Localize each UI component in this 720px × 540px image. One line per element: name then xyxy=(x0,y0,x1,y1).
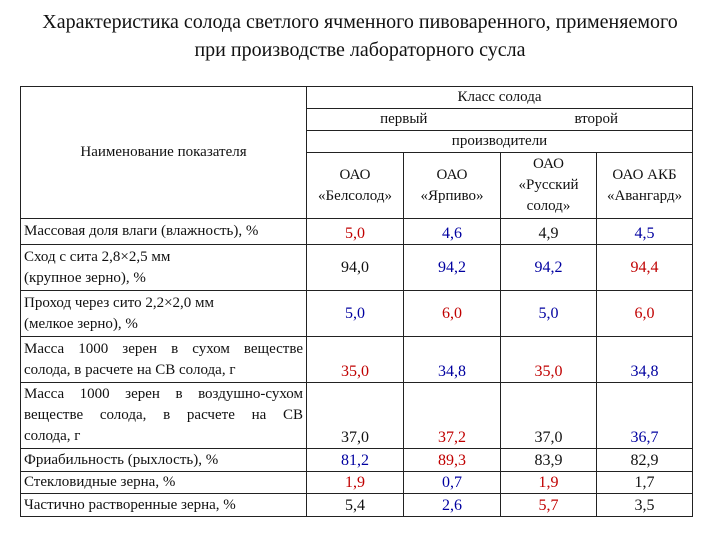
parameter-line: солода, в расчете на СВ солода, г xyxy=(24,361,236,378)
parameter-line: Стекловидные зерна, % xyxy=(24,474,176,490)
class-header: Класс солода xyxy=(307,87,693,109)
producer-name-line: «Ярпиво» xyxy=(420,187,484,204)
value-cell: 5,4 xyxy=(307,494,404,517)
parameter-name xyxy=(21,383,307,449)
parameter-line: Массовая доля влаги (влажность), % xyxy=(24,223,259,239)
parameter-line: (крупное зерно), % xyxy=(24,269,146,286)
value-cell: 37,0 xyxy=(501,383,597,449)
parameter-line: Проход через сито 2,2×2,0 мм xyxy=(24,294,215,311)
value-cell: 34,8 xyxy=(597,337,693,383)
value-cell: 94,2 xyxy=(501,245,597,291)
producer-1 xyxy=(307,153,404,219)
malt-characteristics-table xyxy=(20,86,693,517)
value-cell: 83,9 xyxy=(501,449,597,472)
value-cell: 94,0 xyxy=(307,245,404,291)
param-header-cell xyxy=(21,87,307,219)
producer-2 xyxy=(404,153,501,219)
table-row xyxy=(21,219,693,245)
value-cell: 6,0 xyxy=(597,291,693,337)
value-cell: 82,9 xyxy=(597,449,693,472)
table-row xyxy=(21,472,693,494)
parameter-line: веществе солода, в расчете на СВ xyxy=(24,407,303,423)
value-cell: 1,9 xyxy=(501,472,597,494)
value-cell: 4,6 xyxy=(404,219,501,245)
value-cell: 81,2 xyxy=(307,449,404,472)
parameter-name xyxy=(21,449,307,472)
producer-3 xyxy=(501,153,597,219)
value-cell: 3,5 xyxy=(597,494,693,517)
parameter-line: (мелкое зерно), % xyxy=(24,315,138,332)
value-cell: 1,9 xyxy=(307,472,404,494)
parameter-name xyxy=(21,494,307,517)
producer-name-line: ОАО xyxy=(339,166,371,183)
value-cell: 5,0 xyxy=(307,291,404,337)
value-cell: 37,2 xyxy=(404,383,501,449)
value-cell: 36,7 xyxy=(597,383,693,449)
class-second: второй xyxy=(501,109,693,131)
page-title xyxy=(0,8,720,64)
title-line-2: при производстве лабораторного сусла xyxy=(194,39,526,61)
parameter-line: солода, г xyxy=(24,428,81,444)
table-row xyxy=(21,449,693,472)
producer-name-line: ОАО xyxy=(436,166,468,183)
table-row xyxy=(21,337,693,383)
producer-name-line: «Белсолод» xyxy=(318,187,392,204)
value-cell: 89,3 xyxy=(404,449,501,472)
producer-name-line: ОАО xyxy=(532,156,564,172)
parameter-line: Частично растворенные зерна, % xyxy=(24,496,236,513)
value-cell: 0,7 xyxy=(404,472,501,494)
value-cell: 1,7 xyxy=(597,472,693,494)
producer-4 xyxy=(597,153,693,219)
value-cell: 2,6 xyxy=(404,494,501,517)
parameter-name xyxy=(21,291,307,337)
title-line-1: Характеристика солода светлого ячменного пивоваренного, применяемого xyxy=(42,11,678,33)
producer-name-line: солод» xyxy=(526,198,571,214)
value-cell: 37,0 xyxy=(307,383,404,449)
value-cell: 94,4 xyxy=(597,245,693,291)
value-cell: 94,2 xyxy=(404,245,501,291)
parameter-line: Сход с сита 2,8×2,5 мм xyxy=(24,248,171,265)
parameter-name xyxy=(21,337,307,383)
value-cell: 34,8 xyxy=(404,337,501,383)
parameter-name xyxy=(21,219,307,245)
producer-name-line: «Авангард» xyxy=(606,187,683,204)
table-row xyxy=(21,291,693,337)
value-cell: 35,0 xyxy=(501,337,597,383)
table-row xyxy=(21,383,693,449)
producers-header: производители xyxy=(307,131,693,153)
class-first: первый xyxy=(307,109,501,131)
parameter-name xyxy=(21,472,307,494)
value-cell: 5,7 xyxy=(501,494,597,517)
parameter-line: Масса 1000 зерен в воздушно-сухом xyxy=(24,386,303,402)
producer-name-line: ОАО АКБ xyxy=(612,166,677,183)
param-header-label: Наименование показателя xyxy=(80,144,247,160)
producer-name-line: «Русский xyxy=(518,177,579,193)
parameter-name xyxy=(21,245,307,291)
value-cell: 4,5 xyxy=(597,219,693,245)
value-cell: 5,0 xyxy=(501,291,597,337)
table-row xyxy=(21,245,693,291)
value-cell: 6,0 xyxy=(404,291,501,337)
parameter-line: Масса 1000 зерен в сухом веществе xyxy=(24,340,303,357)
value-cell: 4,9 xyxy=(501,219,597,245)
table-row xyxy=(21,494,693,517)
parameter-line: Фриабильность (рыхлость), % xyxy=(24,451,219,468)
value-cell: 35,0 xyxy=(307,337,404,383)
value-cell: 5,0 xyxy=(307,219,404,245)
